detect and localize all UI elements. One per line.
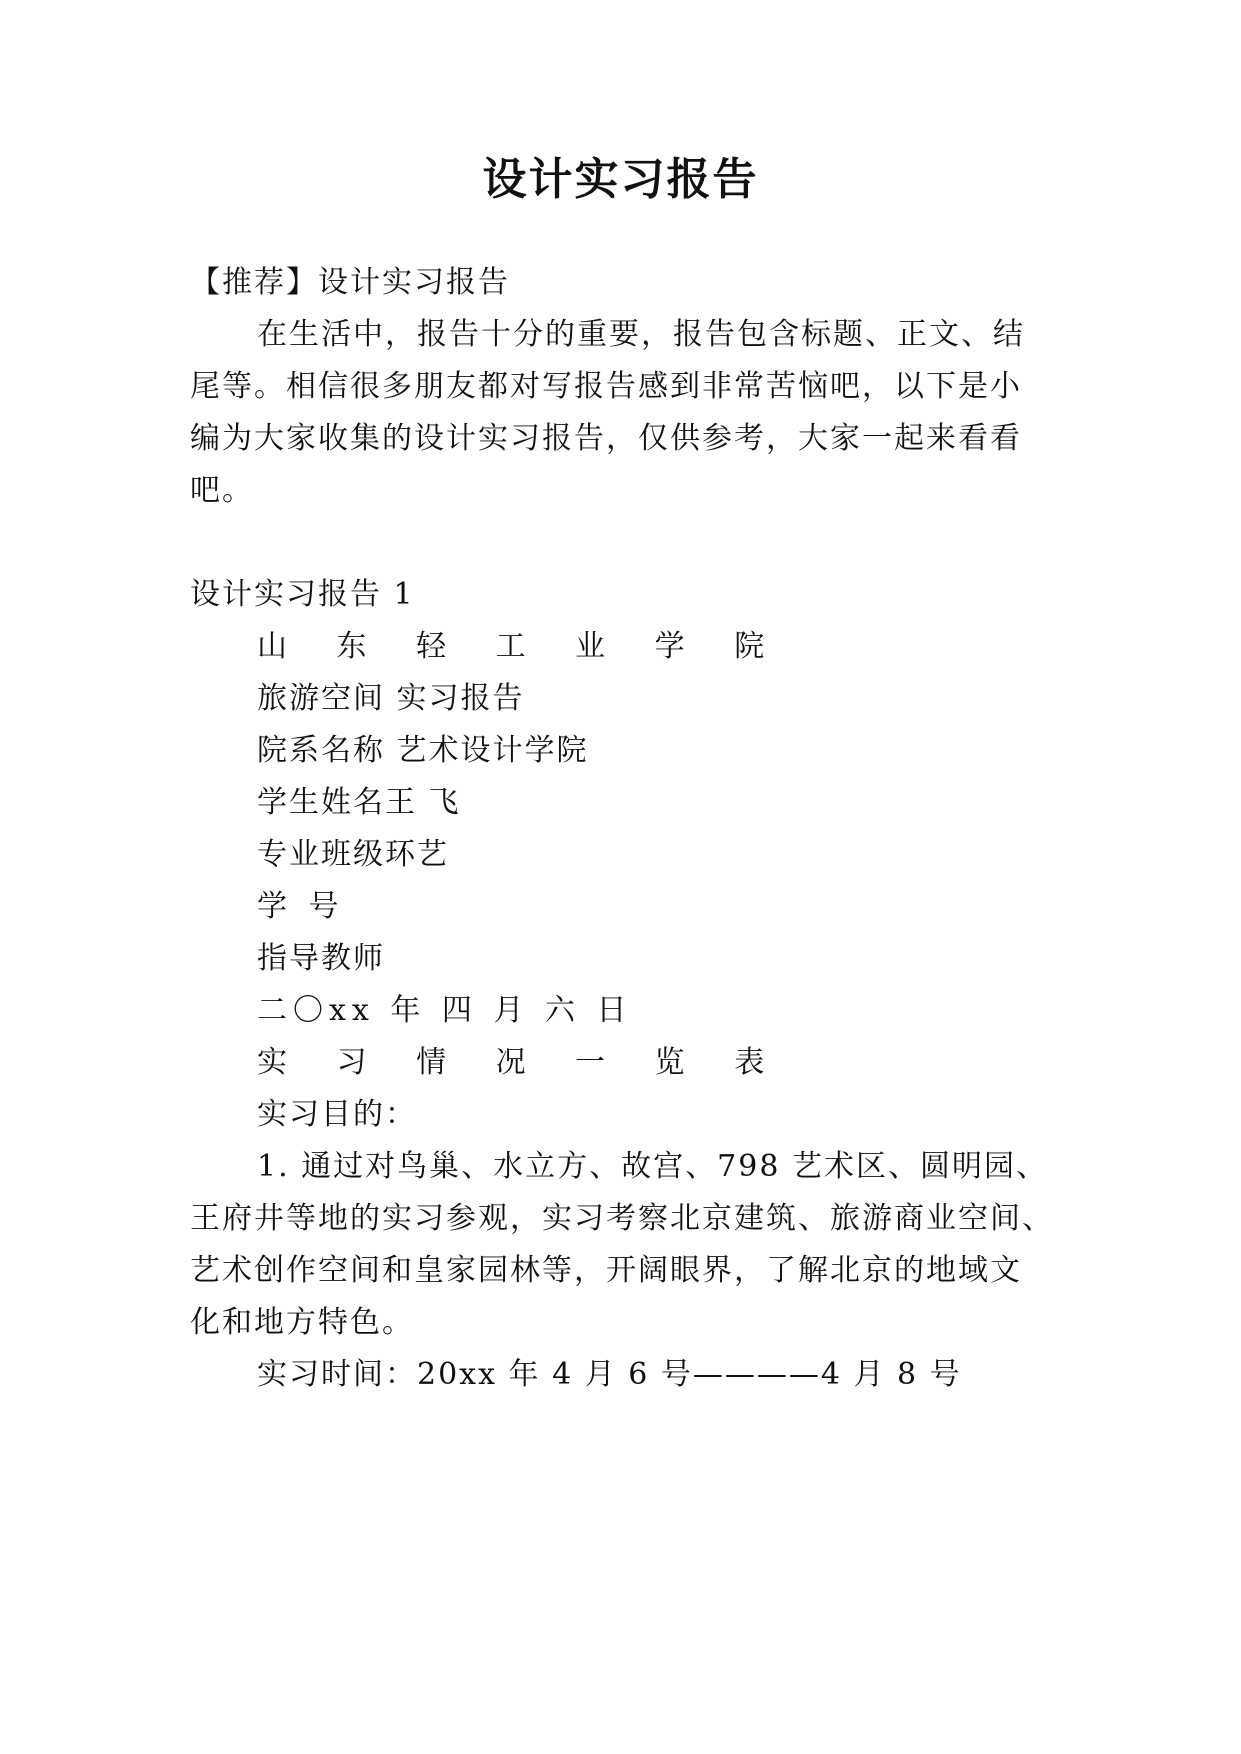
cover-advisor: 指导教师 — [257, 941, 385, 976]
document-title: 设计实习报告 — [482, 154, 759, 205]
recommend-line: 【推荐】设计实习报告 — [190, 265, 510, 300]
cover-student: 学生姓名王 飞 — [257, 785, 461, 820]
section-heading: 设计实习报告 1 — [190, 577, 415, 612]
purpose-line-4: 化和地方特色。 — [190, 1305, 414, 1340]
intro-line-2: 尾等。相信很多朋友都对写报告感到非常苦恼吧，以下是小 — [190, 369, 1022, 404]
cover-major: 专业班级环艺 — [257, 837, 449, 872]
intro-line-1: 在生活中，报告十分的重要，报告包含标题、正文、结 — [257, 317, 1025, 352]
purpose-line-1: 1. 通过对鸟巢、水立方、故宫、798 艺术区、圆明园、 — [257, 1149, 1048, 1184]
purpose-label: 实习目的： — [257, 1097, 417, 1132]
cover-overview: 实 习 情 况 一 览 表 — [257, 1045, 785, 1080]
intro-line-4: 吧。 — [190, 473, 254, 508]
purpose-line-2: 王府井等地的实习参观，实习考察北京建筑、旅游商业空间、 — [190, 1201, 1054, 1236]
internship-time-line: 实习时间：20xx 年 4 月 6 号————4 月 8 号 — [257, 1357, 962, 1392]
cover-report-name: 旅游空间 实习报告 — [257, 681, 525, 716]
cover-school: 山 东 轻 工 业 学 院 — [257, 629, 785, 664]
purpose-line-3: 艺术创作空间和皇家园林等，开阔眼界，了解北京的地域文 — [190, 1253, 1022, 1288]
cover-student-id: 学 号 — [257, 889, 345, 924]
intro-line-3: 编为大家收集的设计实习报告，仅供参考，大家一起来看看 — [190, 421, 1022, 456]
cover-department: 院系名称 艺术设计学院 — [257, 733, 589, 768]
cover-date: 二〇xx 年 四 月 六 日 — [257, 993, 633, 1028]
